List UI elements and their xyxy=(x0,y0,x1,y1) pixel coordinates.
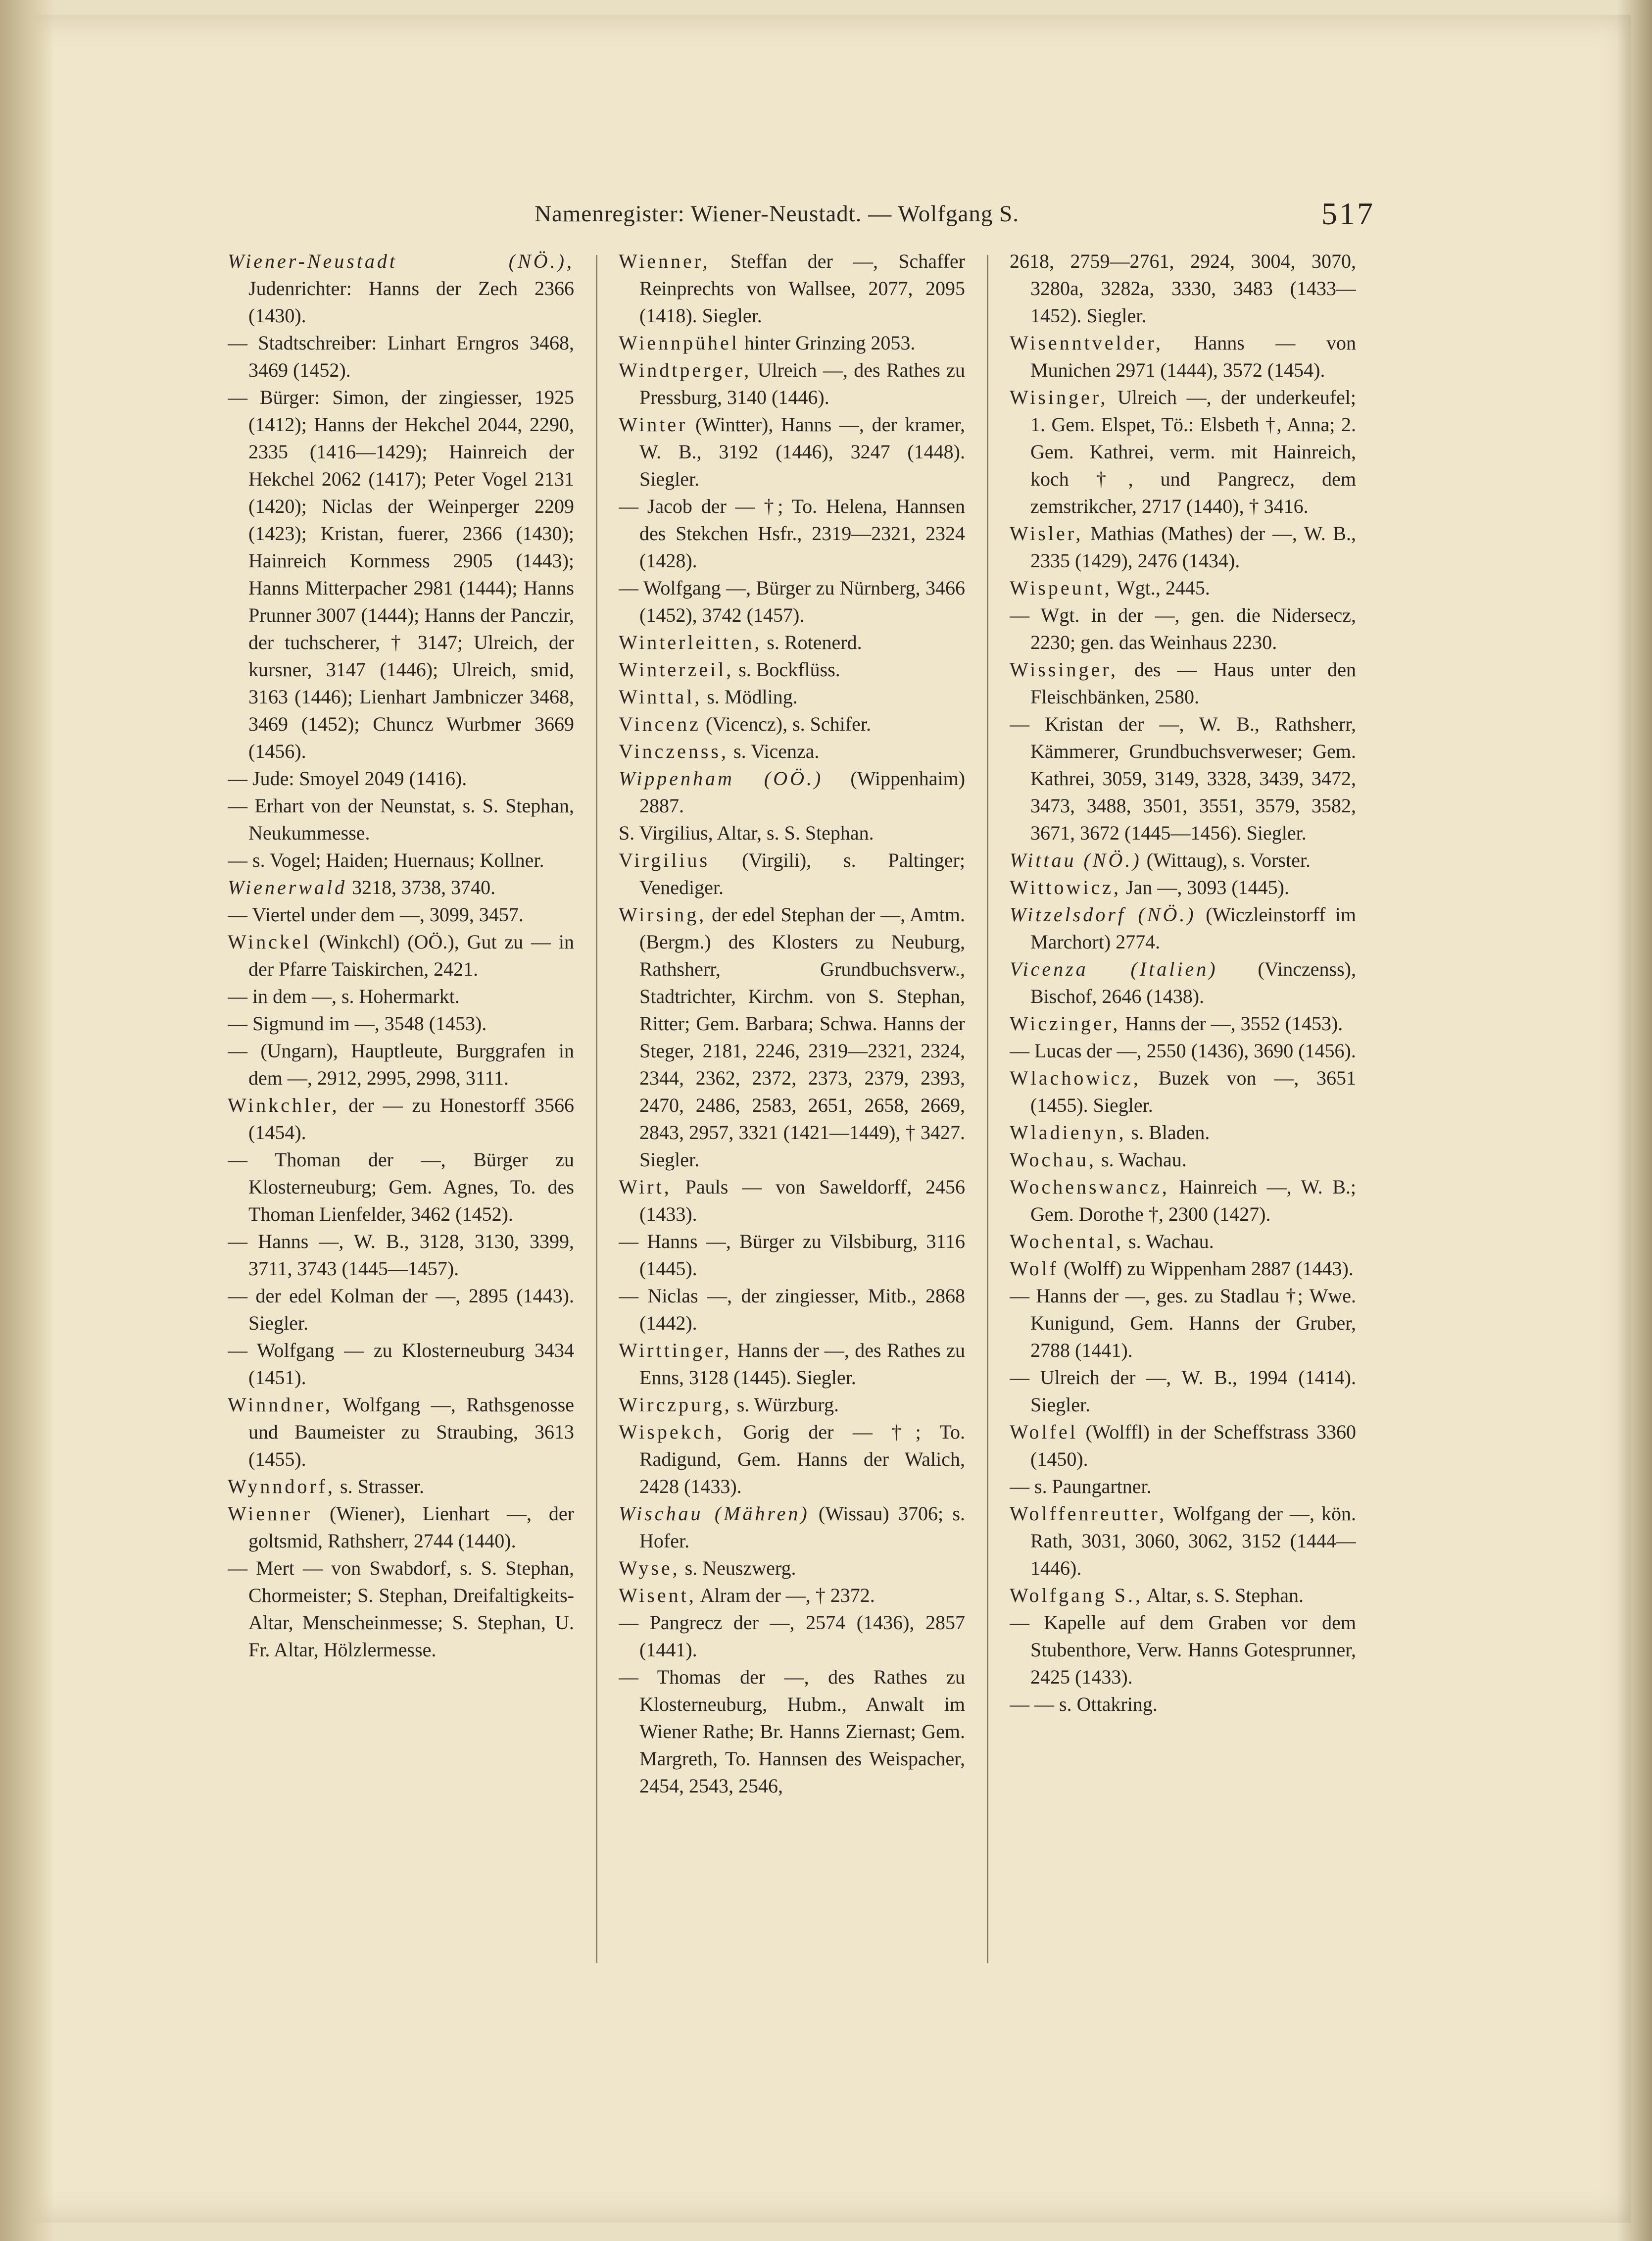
entry-text: (Wissau) 3706; s. Hofer. xyxy=(639,1502,965,1552)
register-entry xyxy=(228,1473,574,1500)
register-entry xyxy=(228,1092,574,1146)
register-entry xyxy=(619,1554,965,1582)
entry-text: Hanns der —, 3552 (1453). xyxy=(1120,1012,1343,1035)
register-entry xyxy=(619,656,965,683)
entry-text: Jan —, 3093 (1445). xyxy=(1121,876,1289,898)
entry-text: Wgt., 2445. xyxy=(1112,577,1210,599)
register-entry xyxy=(1010,1282,1356,1364)
entry-lemma: Wienerwald xyxy=(228,876,347,898)
register-entry xyxy=(1010,710,1356,847)
entry-text: Gorig der — †; To. Radigund, Gem. Hanns der Walich, 2428 (1433). xyxy=(639,1421,965,1497)
entry-text: (Vinczenss), Bischof, 2646 (1438). xyxy=(1030,958,1356,1007)
entry-text: — Ulreich der —, W. B., 1994 (1414). Siegler. xyxy=(1010,1366,1356,1416)
entry-lemma: Wyse, xyxy=(619,1557,680,1579)
register-entry xyxy=(1010,874,1356,901)
register-entry xyxy=(1010,656,1356,710)
register-entry xyxy=(1010,1473,1356,1500)
entry-text: — Wgt. in der —, gen. die Nidersecz, 2230; gen. das Weinhaus 2230. xyxy=(1010,604,1356,653)
entry-text: Ulreich —, der underkeufel; 1. Gem. Elspet, Tö.: Elsbeth †, Anna; 2. Gem. Kathrei, verm. mit Hainreich, koch †, und Pangrecz, dem zemstrikcher, 2717 (1440), † 3416. xyxy=(1030,386,1356,517)
register-entry xyxy=(228,329,574,384)
entry-text: — Lucas der —, 2550 (1436), 3690 (1456). xyxy=(1010,1040,1356,1062)
register-entry xyxy=(1010,248,1356,329)
entry-text: s. Rotenerd. xyxy=(762,631,862,653)
entry-text: — Jacob der — †; To. Helena, Hannsen des Stekchen Hsfr., 2319—2321, 2324 (1428). xyxy=(619,495,965,572)
entry-lemma: Vinczenss, xyxy=(619,740,729,762)
entry-lemma: Wirttinger, xyxy=(619,1339,732,1361)
register-entry xyxy=(228,1010,574,1037)
register-entry xyxy=(619,1663,965,1799)
register-entry xyxy=(1010,520,1356,574)
register-entry xyxy=(1010,1146,1356,1173)
entry-lemma: Wienner xyxy=(228,1502,313,1525)
register-entry xyxy=(619,683,965,710)
entry-text: — Wolfgang — zu Klosterneuburg 3434 (1451). xyxy=(228,1339,574,1389)
register-entry xyxy=(1010,601,1356,656)
register-entry xyxy=(1010,1064,1356,1119)
register-entry xyxy=(1010,1364,1356,1418)
register-entry xyxy=(1010,384,1356,520)
register-entry xyxy=(619,738,965,765)
register-columns xyxy=(228,248,1366,1970)
entry-text: s. Würzburg. xyxy=(731,1394,839,1416)
entry-lemma: Wladienyn, xyxy=(1010,1121,1126,1144)
entry-lemma: Winterleitten, xyxy=(619,631,762,653)
entry-text: — in dem —, s. Hohermarkt. xyxy=(228,985,460,1007)
entry-lemma: Wolf xyxy=(1010,1257,1059,1280)
entry-text: — Stadtschreiber: Linhart Erngros 3468, 3469 (1452). xyxy=(228,332,574,381)
entry-text: Hanns der —, des Rathes zu Enns, 3128 (1445). Siegler. xyxy=(639,1339,965,1389)
page-edge-right xyxy=(1617,0,1652,2241)
entry-lemma: Wirczpurg, xyxy=(619,1394,732,1416)
entry-lemma: Wirt, xyxy=(619,1176,672,1198)
entry-text: Steffan der —, Schaffer Reinprechts von Wallsee, 2077, 2095 (1418). Siegler. xyxy=(639,250,965,327)
register-entry xyxy=(619,710,965,738)
register-entry xyxy=(1010,1691,1356,1718)
register-entry xyxy=(619,1391,965,1418)
column-divider xyxy=(987,255,988,1963)
register-entry xyxy=(619,1173,965,1228)
entry-lemma: Wisinger, xyxy=(1010,386,1108,408)
entry-lemma: Winndner, xyxy=(228,1394,333,1416)
entry-text: — Kristan der —, W. B., Rathsherr, Kämmerer, Grundbuchsverweser; Gem. Kathrei, 3059, 3149, 3328, 3439, 3472, 3473, 3488, 3501, 3551, 3579, 3582, 3671, 3672 (1445—1456). Siegler. xyxy=(1010,713,1356,844)
register-entry xyxy=(619,1228,965,1282)
register-entry xyxy=(1010,1119,1356,1146)
register-entry xyxy=(228,1337,574,1391)
entry-lemma: Wissinger, xyxy=(1010,658,1118,681)
entry-text: Buzek von —, 3651 (1455). Siegler. xyxy=(1030,1067,1356,1116)
register-entry xyxy=(619,493,965,574)
register-entry xyxy=(1010,1582,1356,1609)
entry-text: s. Neuszwerg. xyxy=(680,1557,796,1579)
register-entry xyxy=(1010,1418,1356,1473)
entry-lemma: Wiczinger, xyxy=(1010,1012,1120,1035)
entry-lemma: Wolfgang S., xyxy=(1010,1584,1143,1606)
entry-text: — Wolfgang —, Bürger zu Nürnberg, 3466 (1452), 3742 (1457). xyxy=(619,577,965,626)
register-entry xyxy=(1010,329,1356,384)
register-entry xyxy=(1010,955,1356,1010)
entry-text: — s. Vogel; Haiden; Huernaus; Kollner. xyxy=(228,849,544,871)
entry-text: — Niclas —, der zingiesser, Mitb., 2868 (1442). xyxy=(619,1285,965,1334)
entry-lemma: Winckel xyxy=(228,931,311,953)
entry-text: s. Bladen. xyxy=(1126,1121,1210,1144)
entry-text: Wolfgang —, Rathsgenosse und Baumeister zu Straubing, 3613 (1455). xyxy=(248,1394,574,1470)
register-entry xyxy=(619,901,965,1173)
entry-lemma: Wynndorf, xyxy=(228,1475,335,1497)
entry-text: — Hanns —, W. B., 3128, 3130, 3399, 3711, 3743 (1445—1457). xyxy=(228,1230,574,1280)
entry-lemma: Wienner, xyxy=(619,250,710,272)
register-entry xyxy=(228,792,574,847)
register-entry xyxy=(619,1282,965,1337)
entry-lemma: Wispeunt, xyxy=(1010,577,1112,599)
page-edge-left xyxy=(0,0,54,2241)
entry-text: — Bürger: Simon, der zingiesser, 1925 (1412); Hanns der Hekchel 2044, 2290, 2335 (1416—1429); Hainreich der Hekchel 2062 (1417); Peter Vogel 2131 (1420); Niclas der Weinperger 2209 (1423); Kristan, fuerer, 2366 (1430); Hainreich Kornmess 2905 (1443); Hanns Mitterpacher 2981 (1444); Hanns Prunner 3007 (1444); Hanns der Panczir, der tuchscherer, † 3147; Ulreich, der kursner, 3147 (1446); Ulreich, smid, 3163 (1446); Lienhart Jambniczer 3468, 3469 (1452); Chuncz Wurbmer 3669 (1456). xyxy=(228,386,574,762)
entry-text: der edel Stephan der —, Amtm. (Bergm.) des Klosters zu Neuburg, Rathsherr, Grundbuchsverw., Stadtrichter, Kirchm. von S. Stephan, Ritter; Gem. Barbara; Schwa. Hanns der Steger, 2181, 2246, 2319—2321, 2324, 2344, 2362, 2372, 2373, 2379, 2393, 2470, 2486, 2583, 2651, 2658, 2669, 2843, 2957, 3321 (1421—1449), † 3427. Siegler. xyxy=(639,903,965,1171)
register-entry xyxy=(619,629,965,656)
register-entry xyxy=(619,329,965,356)
register-entry xyxy=(619,1582,965,1609)
entry-text: — Thomas der —, des Rathes zu Klosterneuburg, Hubm., Anwalt im Wiener Rathe; Br. Hanns Ziernast; Gem. Margreth, To. Hannsen des Weispacher, 2454, 2543, 2546, xyxy=(619,1666,965,1797)
entry-text: — Hanns der —, ges. zu Stadlau †; Wwe. Kunigund, Gem. Hanns der Gruber, 2788 (1441). xyxy=(1010,1285,1356,1361)
entry-text: (Wiener), Lienhart —, der goltsmid, Rathsherr, 2744 (1440). xyxy=(248,1502,574,1552)
register-entry xyxy=(1010,847,1356,874)
entry-lemma: Vicenza (Italien) xyxy=(1010,958,1218,980)
entry-text: (Virgili), s. Paltinger; Venediger. xyxy=(639,849,965,898)
register-entry xyxy=(1010,1037,1356,1064)
entry-lemma: Wirsing, xyxy=(619,903,707,926)
entry-text: — Mert — von Swabdorf, s. S. Stephan, Chormeister; S. Stephan, Dreifaltigkeits-Altar, Menscheinmesse; S. Stephan, U. Fr. Altar, Hölzlermesse. xyxy=(228,1557,574,1661)
register-entry xyxy=(228,847,574,874)
register-entry xyxy=(228,1391,574,1473)
entry-text: — (Ungarn), Hauptleute, Burggrafen in dem —, 2912, 2995, 2998, 3111. xyxy=(228,1040,574,1089)
entry-text: Pauls — von Saweldorff, 2456 (1433). xyxy=(639,1176,965,1225)
entry-lemma: Wolfel xyxy=(1010,1421,1078,1443)
register-entry xyxy=(228,983,574,1010)
entry-text: — Thoman der —, Bürger zu Klosterneuburg; Gem. Agnes, To. des Thoman Lienfelder, 3462 (1452). xyxy=(228,1148,574,1225)
register-entry xyxy=(619,574,965,629)
entry-text: (Vicencz), s. Schifer. xyxy=(700,713,871,735)
register-entry xyxy=(1010,1609,1356,1691)
register-entry xyxy=(1010,1228,1356,1255)
entry-text: s. Strasser. xyxy=(335,1475,424,1497)
register-entry xyxy=(619,819,965,847)
running-title: Namenregister: Wiener-Neustadt. — Wolfgang S. xyxy=(534,201,1020,227)
entry-text: — Hanns —, Bürger zu Vilsbiburg, 3116 (1445). xyxy=(619,1230,965,1280)
entry-lemma: Winterzeil, xyxy=(619,658,734,681)
entry-text: (Wippenhaim) 2887. xyxy=(639,767,965,817)
entry-lemma: Wolffenreutter, xyxy=(1010,1502,1167,1525)
register-entry xyxy=(228,1228,574,1282)
entry-text: s. Vicenza. xyxy=(729,740,820,762)
entry-text: Ulreich —, des Rathes zu Pressburg, 3140 (1446). xyxy=(639,359,965,408)
entry-lemma: Wittowicz, xyxy=(1010,876,1121,898)
entry-text: S. Virgilius, Altar, s. S. Stephan. xyxy=(619,822,874,844)
entry-text: (Wolff) zu Wippenham 2887 (1443). xyxy=(1058,1257,1354,1280)
entry-text: (Wittaug), s. Vorster. xyxy=(1141,849,1311,871)
register-entry xyxy=(1010,1173,1356,1228)
register-entry xyxy=(228,384,574,765)
entry-lemma: Wisent, xyxy=(619,1584,696,1606)
entry-lemma: Virgilius xyxy=(619,849,710,871)
entry-lemma: Wochental, xyxy=(1010,1230,1124,1252)
register-entry xyxy=(228,1146,574,1228)
register-entry xyxy=(228,248,574,329)
register-entry xyxy=(619,765,965,819)
entry-text: hinter Grinzing 2053. xyxy=(739,332,916,354)
page-number: 517 xyxy=(1321,196,1375,231)
entry-text: Judenrichter: Hanns der Zech 2366 (1430). xyxy=(248,277,574,327)
entry-lemma: Wochenswancz, xyxy=(1010,1176,1169,1198)
entry-lemma: Winkchler, xyxy=(228,1094,340,1116)
entry-text: s. Wachau. xyxy=(1096,1148,1187,1171)
register-entry xyxy=(1010,574,1356,601)
register-entry xyxy=(619,1500,965,1554)
register-entry xyxy=(619,248,965,329)
entry-text: der — zu Honestorff 3566 (1454). xyxy=(248,1094,574,1144)
entry-lemma: Wiener-Neustadt (NÖ.), xyxy=(228,250,574,272)
entry-text: Hainreich —, W. B.; Gem. Dorothe †, 2300 (1427). xyxy=(1030,1176,1356,1225)
entry-text: — Erhart von der Neunstat, s. S. Stephan, Neukummesse. xyxy=(228,795,574,844)
register-entry xyxy=(1010,1010,1356,1037)
entry-text: (Wolffl) in der Scheffstrass 3360 (1450). xyxy=(1030,1421,1356,1470)
register-entry xyxy=(228,765,574,792)
page-header xyxy=(0,196,1652,240)
entry-lemma: Witzelsdorf (NÖ.) xyxy=(1010,903,1196,926)
register-entry xyxy=(619,411,965,493)
entry-lemma: Winter xyxy=(619,413,688,436)
register-entry xyxy=(619,1337,965,1391)
entry-text: s. Wachau. xyxy=(1123,1230,1214,1252)
entry-text: Alram der —, † 2372. xyxy=(696,1584,875,1606)
entry-text: — Sigmund im —, 3548 (1453). xyxy=(228,1012,487,1035)
entry-text: — Viertel under dem —, 3099, 3457. xyxy=(228,903,524,926)
entry-text: (Wintter), Hanns —, der kramer, W. B., 3192 (1446), 3247 (1448). Siegler. xyxy=(639,413,965,490)
entry-text: — s. Paungartner. xyxy=(1010,1475,1152,1497)
entry-lemma: Wispekch, xyxy=(619,1421,725,1443)
register-entry xyxy=(228,1554,574,1663)
register-entry xyxy=(1010,1500,1356,1582)
entry-text: — der edel Kolman der —, 2895 (1443). Siegler. xyxy=(228,1285,574,1334)
register-entry xyxy=(619,1609,965,1663)
register-entry xyxy=(228,928,574,983)
entry-text: 3218, 3738, 3740. xyxy=(347,876,496,898)
register-entry xyxy=(228,1282,574,1337)
entry-text: s. Bockflüss. xyxy=(733,658,840,681)
entry-text: — Jude: Smoyel 2049 (1416). xyxy=(228,767,467,790)
entry-lemma: Wiennpühel xyxy=(619,332,739,354)
entry-text: Mathias (Mathes) der —, W. B., 2335 (1429), 2476 (1434). xyxy=(1030,522,1356,572)
entry-text: Wolfgang der —, kön. Rath, 3031, 3060, 3062, 3152 (1444—1446). xyxy=(1030,1502,1356,1579)
entry-text: Hanns — von Munichen 2971 (1444), 3572 (1454). xyxy=(1030,332,1356,381)
entry-text: des — Haus unter den Fleischbänken, 2580. xyxy=(1030,658,1356,708)
entry-lemma: Winttal, xyxy=(619,686,702,708)
entry-lemma: Wischau (Mähren) xyxy=(619,1502,810,1525)
entry-lemma: Windtperger, xyxy=(619,359,752,381)
register-entry xyxy=(619,847,965,901)
column-2 xyxy=(619,248,965,1970)
register-entry xyxy=(619,1418,965,1500)
entry-lemma: Wittau (NÖ.) xyxy=(1010,849,1142,871)
entry-lemma: Wisenntvelder, xyxy=(1010,332,1164,354)
entry-lemma: Wisler, xyxy=(1010,522,1083,545)
entry-text: — Pangrecz der —, 2574 (1436), 2857 (1441). xyxy=(619,1611,965,1661)
entry-text: — — s. Ottakring. xyxy=(1010,1693,1158,1715)
column-1 xyxy=(228,248,574,1970)
entry-text: Altar, s. S. Stephan. xyxy=(1142,1584,1304,1606)
register-entry xyxy=(228,1037,574,1092)
column-divider xyxy=(596,255,597,1963)
entry-lemma: Wippenham (OÖ.) xyxy=(619,767,824,790)
register-entry xyxy=(228,874,574,901)
entry-text: (Winkchl) (OÖ.), Gut zu — in der Pfarre Taiskirchen, 2421. xyxy=(248,931,574,980)
register-entry xyxy=(619,356,965,411)
register-entry xyxy=(228,1500,574,1554)
register-entry xyxy=(228,901,574,928)
entry-text: 2618, 2759—2761, 2924, 3004, 3070, 3280a, 3282a, 3330, 3483 (1433—1452). Siegler. xyxy=(1010,250,1356,327)
entry-lemma: Vincenz xyxy=(619,713,701,735)
entry-text: — Kapelle auf dem Graben vor dem Stubenthore, Verw. Hanns Gotesprunner, 2425 (1433). xyxy=(1010,1611,1356,1688)
entry-lemma: Wochau, xyxy=(1010,1148,1097,1171)
register-entry xyxy=(1010,1255,1356,1282)
register-entry xyxy=(1010,901,1356,955)
entry-lemma: Wlachowicz, xyxy=(1010,1067,1141,1089)
column-3 xyxy=(1010,248,1356,1970)
entry-text: (Wiczleinstorff im Marchort) 2774. xyxy=(1030,903,1356,953)
entry-text: s. Mödling. xyxy=(702,686,798,708)
